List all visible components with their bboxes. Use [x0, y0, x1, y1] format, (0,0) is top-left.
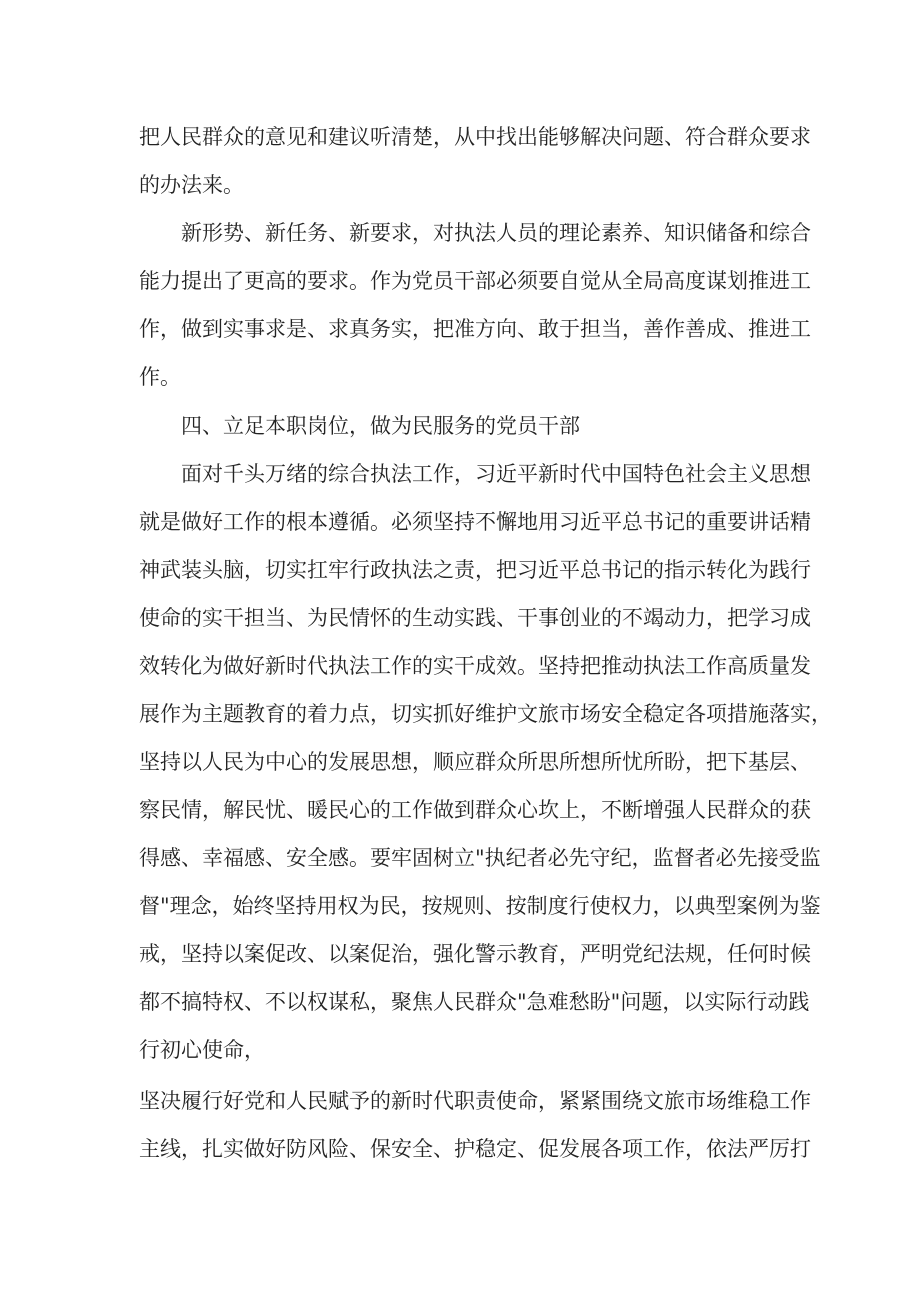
- text-line: 戒，坚持以案促改、以案促治，强化警示教育，严明党纪法规，任何时候: [139, 942, 811, 966]
- paragraph-first-line: 面对千头万绪的综合执法工作，习近平新时代中国特色社会主义思想: [181, 462, 811, 486]
- text-line: 展作为主题教育的着力点，切实抓好维护文旅市场安全稳定各项措施落实，: [139, 702, 832, 726]
- text-line: 行初心使命，: [139, 1038, 265, 1062]
- text-line: 督"理念，始终坚持用权为民，按规则、按制度行使权力，以典型案例为鉴: [139, 894, 821, 918]
- text-line: 察民情，解民忧、暖民心的工作做到群众心坎上，不断增强人民群众的获: [139, 798, 811, 822]
- section-heading: 四、立足本职岗位，做为民服务的党员干部: [181, 414, 580, 438]
- text-line: 的办法来。: [139, 173, 244, 197]
- text-line: 效转化为做好新时代执法工作的实干成效。坚持把推动执法工作高质量发: [139, 654, 811, 678]
- text-line: 作。: [139, 365, 181, 389]
- text-line: 就是做好工作的根本遵循。必须坚持不懈地用习近平总书记的重要讲话精: [139, 510, 811, 534]
- text-line: 使命的实干担当、为民情怀的生动实践、干事创业的不竭动力，把学习成: [139, 606, 811, 630]
- text-line: 作，做到实事求是、求真务实，把准方向、敢于担当，善作善成、推进工: [139, 317, 811, 341]
- text-line: 坚决履行好党和人民赋予的新时代职责使命，紧紧围绕文旅市场维稳工作: [139, 1089, 811, 1113]
- text-line: 坚持以人民为中心的发展思想，顺应群众所思所想所忧所盼，把下基层、: [139, 750, 811, 774]
- paragraph-first-line: 新形势、新任务、新要求，对执法人员的理论素养、知识储备和综合: [181, 221, 811, 245]
- text-line: 得感、幸福感、安全感。要牢固树立"执纪者必先守纪，监督者必先接受监: [139, 846, 821, 870]
- text-line: 主线，扎实做好防风险、保安全、护稳定、促发展各项工作，依法严厉打: [139, 1137, 811, 1161]
- text-line: 都不搞特权、不以权谋私，聚焦人民群众"急难愁盼"问题，以实际行动践: [139, 990, 810, 1014]
- text-line: 把人民群众的意见和建议听清楚，从中找出能够解决问题、符合群众要求: [139, 125, 811, 149]
- text-line: 能力提出了更高的要求。作为党员干部必须要自觉从全局高度谋划推进工: [139, 269, 811, 293]
- text-line: 神武装头脑，切实扛牢行政执法之责，把习近平总书记的指示转化为践行: [139, 558, 811, 582]
